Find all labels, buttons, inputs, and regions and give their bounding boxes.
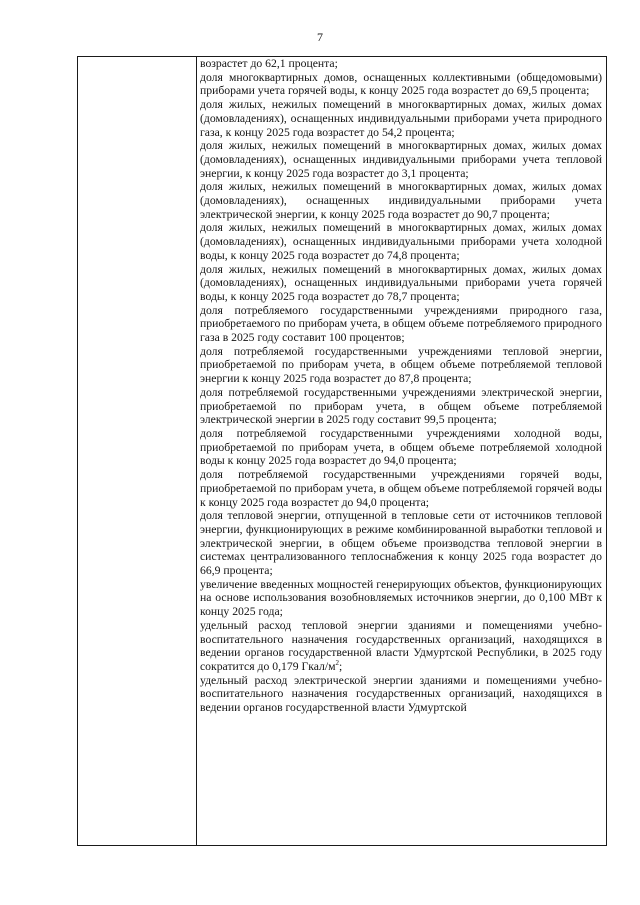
- paragraph-15-tail: ;: [339, 659, 343, 673]
- paragraph-10: доля потребляемой государственными учреждениями электрической энергии, приобретаемой по приборам учета, в общем объеме потребляемой электрической энергии в 2025 году составит 99,5 процента;: [200, 385, 602, 427]
- paragraph-11: доля потребляемой государственными учреждениями холодной воды, приобретаемой по приборам учета, в общем объеме потребляемой холодной воды к концу 2025 года возрастет до 94,0 процента;: [200, 426, 602, 468]
- paragraph-13: доля тепловой энергии, отпущенной в тепловые сети от источников тепловой энергии, функционирующих в режиме комбинированной выработки тепловой и электрической энергии, в общем объеме производства тепловой энергии в системах централизованного теплоснабжения к концу 2025 года возрастет до 66,9 процента;: [200, 509, 602, 578]
- document-table: [77, 56, 607, 846]
- table-row: [78, 57, 607, 846]
- paragraph-1: возрастет до 62,1 процента;: [200, 57, 338, 70]
- paragraph-12: доля потребляемой государственными учреждениями горячей воды, приобретаемой по приборам учета, в общем объеме потребляемой горячей воды к концу 2025 года возрастет до 94,0 процента;: [200, 468, 602, 509]
- paragraph-9: доля потребляемой государственными учреждениями тепловой энергии, приобретаемой по приборам учета, в общем объеме потребляемой тепловой энергии к концу 2025 года возрастет до 87,8 процента;: [200, 344, 602, 386]
- table-right-cell: [197, 57, 607, 846]
- paragraph-3: доля жилых, нежилых помещений в многоквартирных домах, жилых домах (домовладениях), оснащенных индивидуальными приборами учета природного газа, к концу 2025 года возрастет до 54,2 процента;: [200, 98, 602, 139]
- paragraph-15-text: удельный расход тепловой энергии зданиями и помещениями учебно-воспитательного назначения государственных организаций, находящихся в ведении органов государственной власти Удмуртской Республики, в 2025 году сократится до 0,179 Гкал/м: [200, 618, 602, 673]
- paragraph-4: доля жилых, нежилых помещений в многоквартирных домах, жилых домах (домовладениях), оснащенных индивидуальными приборами учета тепловой энергии, к концу 2025 года возрастет до 3,1 процента;: [200, 139, 602, 180]
- paragraph-5: доля жилых, нежилых помещений в многоквартирных домах, жилых домах (домовладениях), оснащенных индивидуальными приборами учета электрической энергии, к концу 2025 года возрастет до 90,7 процента;: [200, 180, 602, 221]
- paragraph-8: доля потребляемого государственными учреждениями природного газа, приобретаемого по приборам учета, в общем объеме потребляемого природного газа в 2025 году составит 100 процентов;: [200, 303, 602, 345]
- table-left-cell: [78, 57, 197, 846]
- paragraph-16: удельный расход электрической энергии зданиями и помещениями учебно-воспитательного назначения государственных организаций, находящихся в ведении органов государственной власти Удмуртской: [200, 673, 602, 715]
- paragraph-7: доля жилых, нежилых помещений в многоквартирных домах, жилых домах (домовладениях), оснащенных индивидуальными приборами учета горячей воды, к концу 2025 года возрастет до 78,7 процента;: [200, 262, 602, 303]
- paragraph-2: доля многоквартирных домов, оснащенных коллективными (общедомовыми) приборами учета горячей воды, к концу 2025 года возрастет до 69,5 процента;: [200, 70, 602, 98]
- paragraph-14: увеличение введенных мощностей генерирующих объектов, функционирующих на основе использования возобновляемых источников энергии, до 0,100 МВт к концу 2025 года;: [200, 577, 602, 619]
- page-number: 7: [317, 30, 323, 44]
- paragraph-15: [200, 619, 602, 674]
- superscript-2: 2: [335, 659, 339, 668]
- paragraph-6: доля жилых, нежилых помещений в многоквартирных домах, жилых домах (домовладениях), оснащенных индивидуальными приборами учета холодной воды, к концу 2025 года возрастет до 74,8 процента;: [200, 221, 602, 262]
